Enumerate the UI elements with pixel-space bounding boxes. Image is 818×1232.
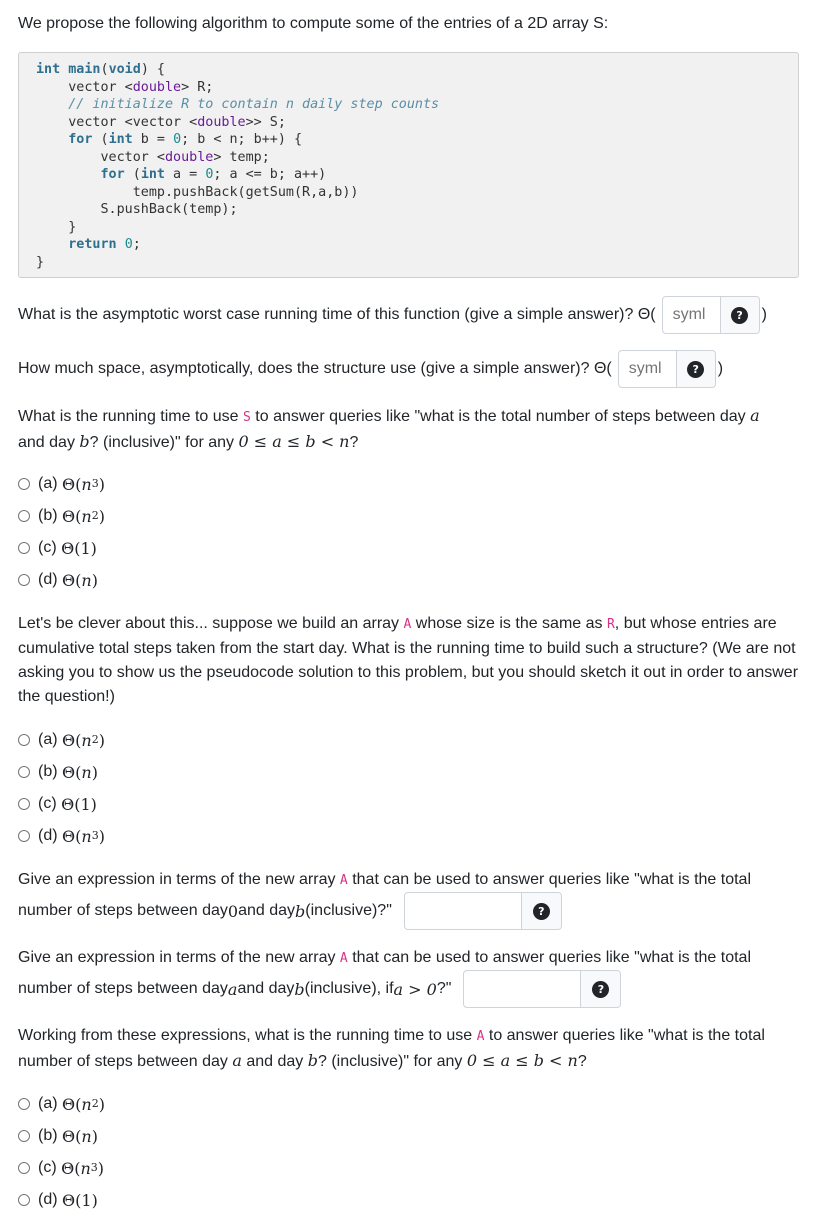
help-icon: ? xyxy=(731,307,748,324)
radio-button[interactable] xyxy=(18,510,30,522)
q4-option-c[interactable]: (c) Θ ( 1 ) xyxy=(18,793,97,815)
q1-answer-input[interactable] xyxy=(663,297,720,333)
radio-button[interactable] xyxy=(18,830,30,842)
q1-text: What is the asymptotic worst case running time of this function (give a simple answer)? Θ( xyxy=(18,306,656,323)
q1-close-paren: ) xyxy=(761,306,767,323)
q5-help-button[interactable] xyxy=(521,893,561,929)
radio-button[interactable] xyxy=(18,766,30,778)
radio-button[interactable] xyxy=(18,1162,30,1174)
code-a: A xyxy=(403,617,412,632)
radio-button[interactable] xyxy=(18,798,30,810)
help-icon: ? xyxy=(687,361,704,378)
radio-button[interactable] xyxy=(18,1194,30,1206)
q5-answer-input[interactable] xyxy=(405,893,521,929)
q1-help-button[interactable] xyxy=(720,297,759,333)
q7-text: Working from these expressions, what is the running time to use A to answer queries like "what is the total number of steps between day a and day b? (inclusive)" for any 0 ≤ a ≤ b < n? xyxy=(18,1027,765,1070)
q5-line2: number of steps between day 0 and day b (inclusive)?" ? xyxy=(18,892,562,930)
q4-option-a[interactable]: (a) Θ ( n 2 ) xyxy=(18,729,105,751)
code-r: R xyxy=(606,617,615,632)
question-space xyxy=(18,350,723,388)
q3-option-c[interactable]: (c) Θ ( 1 ) xyxy=(18,537,97,559)
radio-button[interactable] xyxy=(18,478,30,490)
q7-option-a[interactable]: (a) Θ ( n 2 ) xyxy=(18,1093,105,1115)
code-a: A xyxy=(339,873,348,888)
q4-text: Let's be clever about this... suppose we build an array A whose size is the same as R, but whose entries are cumulative total steps taken from the start day. What is the running time to build such a structure? (We are not asking you to show us the pseudocode solution to this problem, but you should sketch it out in order to answer the question!) xyxy=(18,615,799,705)
q1-answer-group xyxy=(662,296,760,334)
q5-line1: Give an expression in terms of the new array A that can be used to answer queries like "what is the total xyxy=(18,871,751,888)
code-a: A xyxy=(339,951,348,966)
q6-answer-input[interactable] xyxy=(464,971,580,1007)
radio-button[interactable] xyxy=(18,734,30,746)
q3-option-b[interactable]: (b) Θ ( n 2 ) xyxy=(18,505,105,527)
q6-answer-group xyxy=(463,970,621,1008)
radio-button[interactable] xyxy=(18,542,30,554)
help-icon: ? xyxy=(533,903,550,920)
q4-option-d[interactable]: (d) Θ ( n 3 ) xyxy=(18,825,105,847)
q5-answer-group xyxy=(404,892,562,930)
q2-text: How much space, asymptotically, does the structure use (give a simple answer)? Θ( xyxy=(18,360,612,377)
q6-line1: Give an expression in terms of the new array A that can be used to answer queries like "what is the total xyxy=(18,949,751,966)
q2-answer-input[interactable] xyxy=(619,351,676,387)
help-icon: ? xyxy=(592,981,609,998)
code-listing: int main(void) { vector <double> R; // initialize R to contain n daily step counts vector <vector <double>> S; for (int b = 0; b < n; b++) { vector <double> temp; for (int a = 0; a <= b; a++) temp.pushBack(getSum(R,a,b)) S.pushBack(temp); } return 0; } xyxy=(36,62,440,270)
q6-help-button[interactable] xyxy=(580,971,620,1007)
intro-text: We propose the following algorithm to compute some of the entries of a 2D array S: xyxy=(18,15,609,32)
q2-help-button[interactable] xyxy=(676,351,715,387)
q7-option-b[interactable]: (b) Θ ( n ) xyxy=(18,1125,98,1147)
q7-option-c[interactable]: (c) Θ ( n 3 ) xyxy=(18,1157,104,1179)
q3-option-d[interactable]: (d) Θ ( n ) xyxy=(18,569,98,591)
code-a: A xyxy=(476,1029,485,1044)
radio-button[interactable] xyxy=(18,1098,30,1110)
q3-option-a[interactable]: (a) Θ ( n 3 ) xyxy=(18,473,105,495)
q7-option-d[interactable]: (d) Θ ( 1 ) xyxy=(18,1189,98,1211)
radio-button[interactable] xyxy=(18,1130,30,1142)
q6-line2: number of steps between day a and day b (inclusive), if a > 0 ?" ? xyxy=(18,970,621,1008)
code-block xyxy=(18,52,799,278)
q2-close-paren: ) xyxy=(717,360,724,377)
q3-text: What is the running time to use S to answer queries like "what is the total number of steps between day a and day b? (inclusive)" for any 0 ≤ a ≤ b < n? xyxy=(18,406,760,451)
question-running-time xyxy=(18,296,767,334)
code-s: S xyxy=(243,410,251,425)
q4-option-b[interactable]: (b) Θ ( n ) xyxy=(18,761,98,783)
q2-answer-group xyxy=(618,350,716,388)
radio-button[interactable] xyxy=(18,574,30,586)
